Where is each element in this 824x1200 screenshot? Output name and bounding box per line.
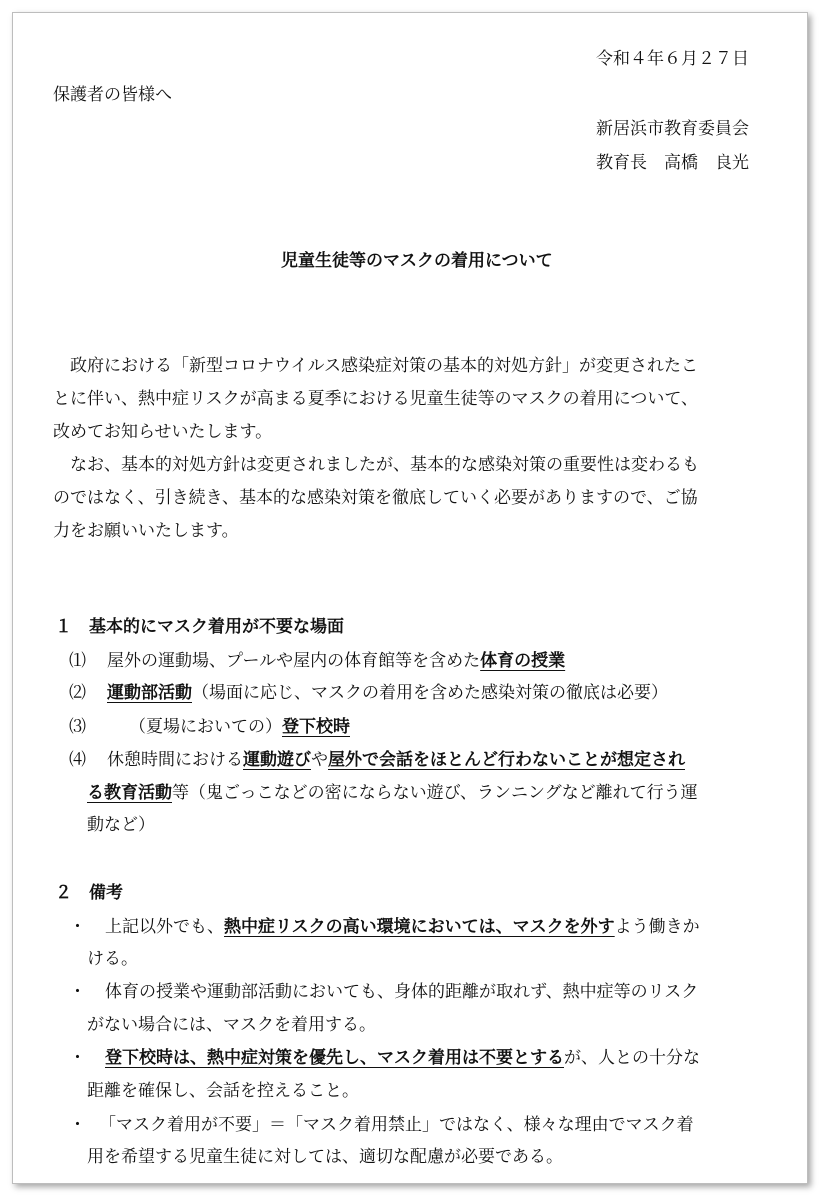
bullet-mark: ・ (69, 982, 86, 1002)
list-item-continuation: 動など） (87, 815, 155, 835)
document-title: 児童生徒等のマスクの着用について (281, 251, 553, 271)
intro-line: 力をお願いいたします。 (53, 521, 239, 541)
item-text: よう働きか (614, 917, 700, 937)
emphasis-text: る教育活動 (87, 783, 172, 803)
emphasis-text: 運動遊び (243, 750, 311, 770)
item-text: 等（鬼ごっこなどの密にならない遊び、ランニングなど離れて行う運 (172, 783, 698, 803)
emphasis-text: 登下校時 (282, 717, 350, 737)
item-text: 上記以外でも、 (105, 917, 224, 937)
bullet-continuation: 用を希望する児童生徒に対しては、適切な配慮が必要である。 (87, 1147, 563, 1167)
item-text: 「マスク着用が不要」＝「マスク着用禁止」ではなく、様々な理由でマスク着 (99, 1115, 694, 1135)
sender-organization: 新居浜市教育委員会 (596, 119, 749, 139)
list-item (69, 748, 685, 772)
intro-line: 政府における「新型コロナウイルス感染症対策の基本的対処方針」が変更されたこ (70, 356, 698, 376)
section1-heading: １ 基本的にマスク着用が不要な場面 (55, 617, 344, 637)
emphasis-text: 運動部活動 (107, 683, 192, 703)
bullet-item (69, 1113, 694, 1137)
list-item (69, 681, 668, 705)
bullet-continuation: 距離を確保し、会話を控えること。 (87, 1081, 359, 1101)
item-number: ⑴ (69, 651, 86, 671)
item-number: ⑶ (69, 717, 86, 737)
emphasis-text: 体育の授業 (480, 651, 566, 671)
bullet-mark: ・ (69, 1048, 86, 1068)
item-text: 屋外の運動場、プールや屋内の体育館等を含めた (107, 651, 481, 671)
recipient: 保護者の皆様へ (53, 85, 172, 105)
issue-date: 令和４年６月２７日 (596, 49, 749, 69)
list-item (69, 649, 565, 673)
emphasis-text: 屋外で会話をほとんど行わないことが想定され (328, 750, 685, 770)
bullet-item (69, 915, 700, 939)
bullet-item (69, 1046, 700, 1070)
emphasis-text: 登下校時は、熱中症対策を優先し、マスク着用は不要とする (105, 1048, 564, 1068)
item-text: （夏場においての） (129, 717, 282, 737)
bullet-mark: ・ (69, 1115, 86, 1135)
intro-line: とに伴い、熱中症リスクが高まる夏季における児童生徒等のマスクの着用について、 (53, 389, 698, 409)
emphasis-text: 熱中症リスクの高い環境においては、マスクを外す (224, 917, 615, 937)
item-text: 休憩時間における (107, 750, 243, 770)
bullet-continuation: ける。 (87, 949, 138, 969)
item-text: が、人との十分な (564, 1048, 700, 1068)
document-page (12, 12, 808, 1184)
intro-line: なお、基本的対処方針は変更されましたが、基本的な感染対策の重要性は変わるも (70, 455, 699, 475)
bullet-mark: ・ (69, 917, 86, 937)
section2-heading: ２ 備考 (55, 883, 123, 903)
item-number: ⑵ (69, 683, 86, 703)
bullet-continuation: がない場合には、マスクを着用する。 (87, 1015, 376, 1035)
item-text: 体育の授業や運動部活動においても、身体的距離が取れず、熱中症等のリスク (105, 982, 699, 1002)
intro-line: のではなく、引き続き、基本的な感染対策を徹底していく必要がありますので、ご協 (53, 488, 698, 508)
item-number: ⑷ (69, 750, 86, 770)
item-text: や (311, 750, 328, 770)
list-item-continuation (87, 781, 698, 805)
intro-line: 改めてお知らせいたします。 (53, 422, 273, 442)
sender-name: 教育長 高橋 良光 (596, 153, 749, 173)
bullet-item (69, 980, 698, 1004)
item-text: （場面に応じ、マスクの着用を含めた感染対策の徹底は必要） (192, 683, 668, 703)
list-item (69, 715, 350, 739)
